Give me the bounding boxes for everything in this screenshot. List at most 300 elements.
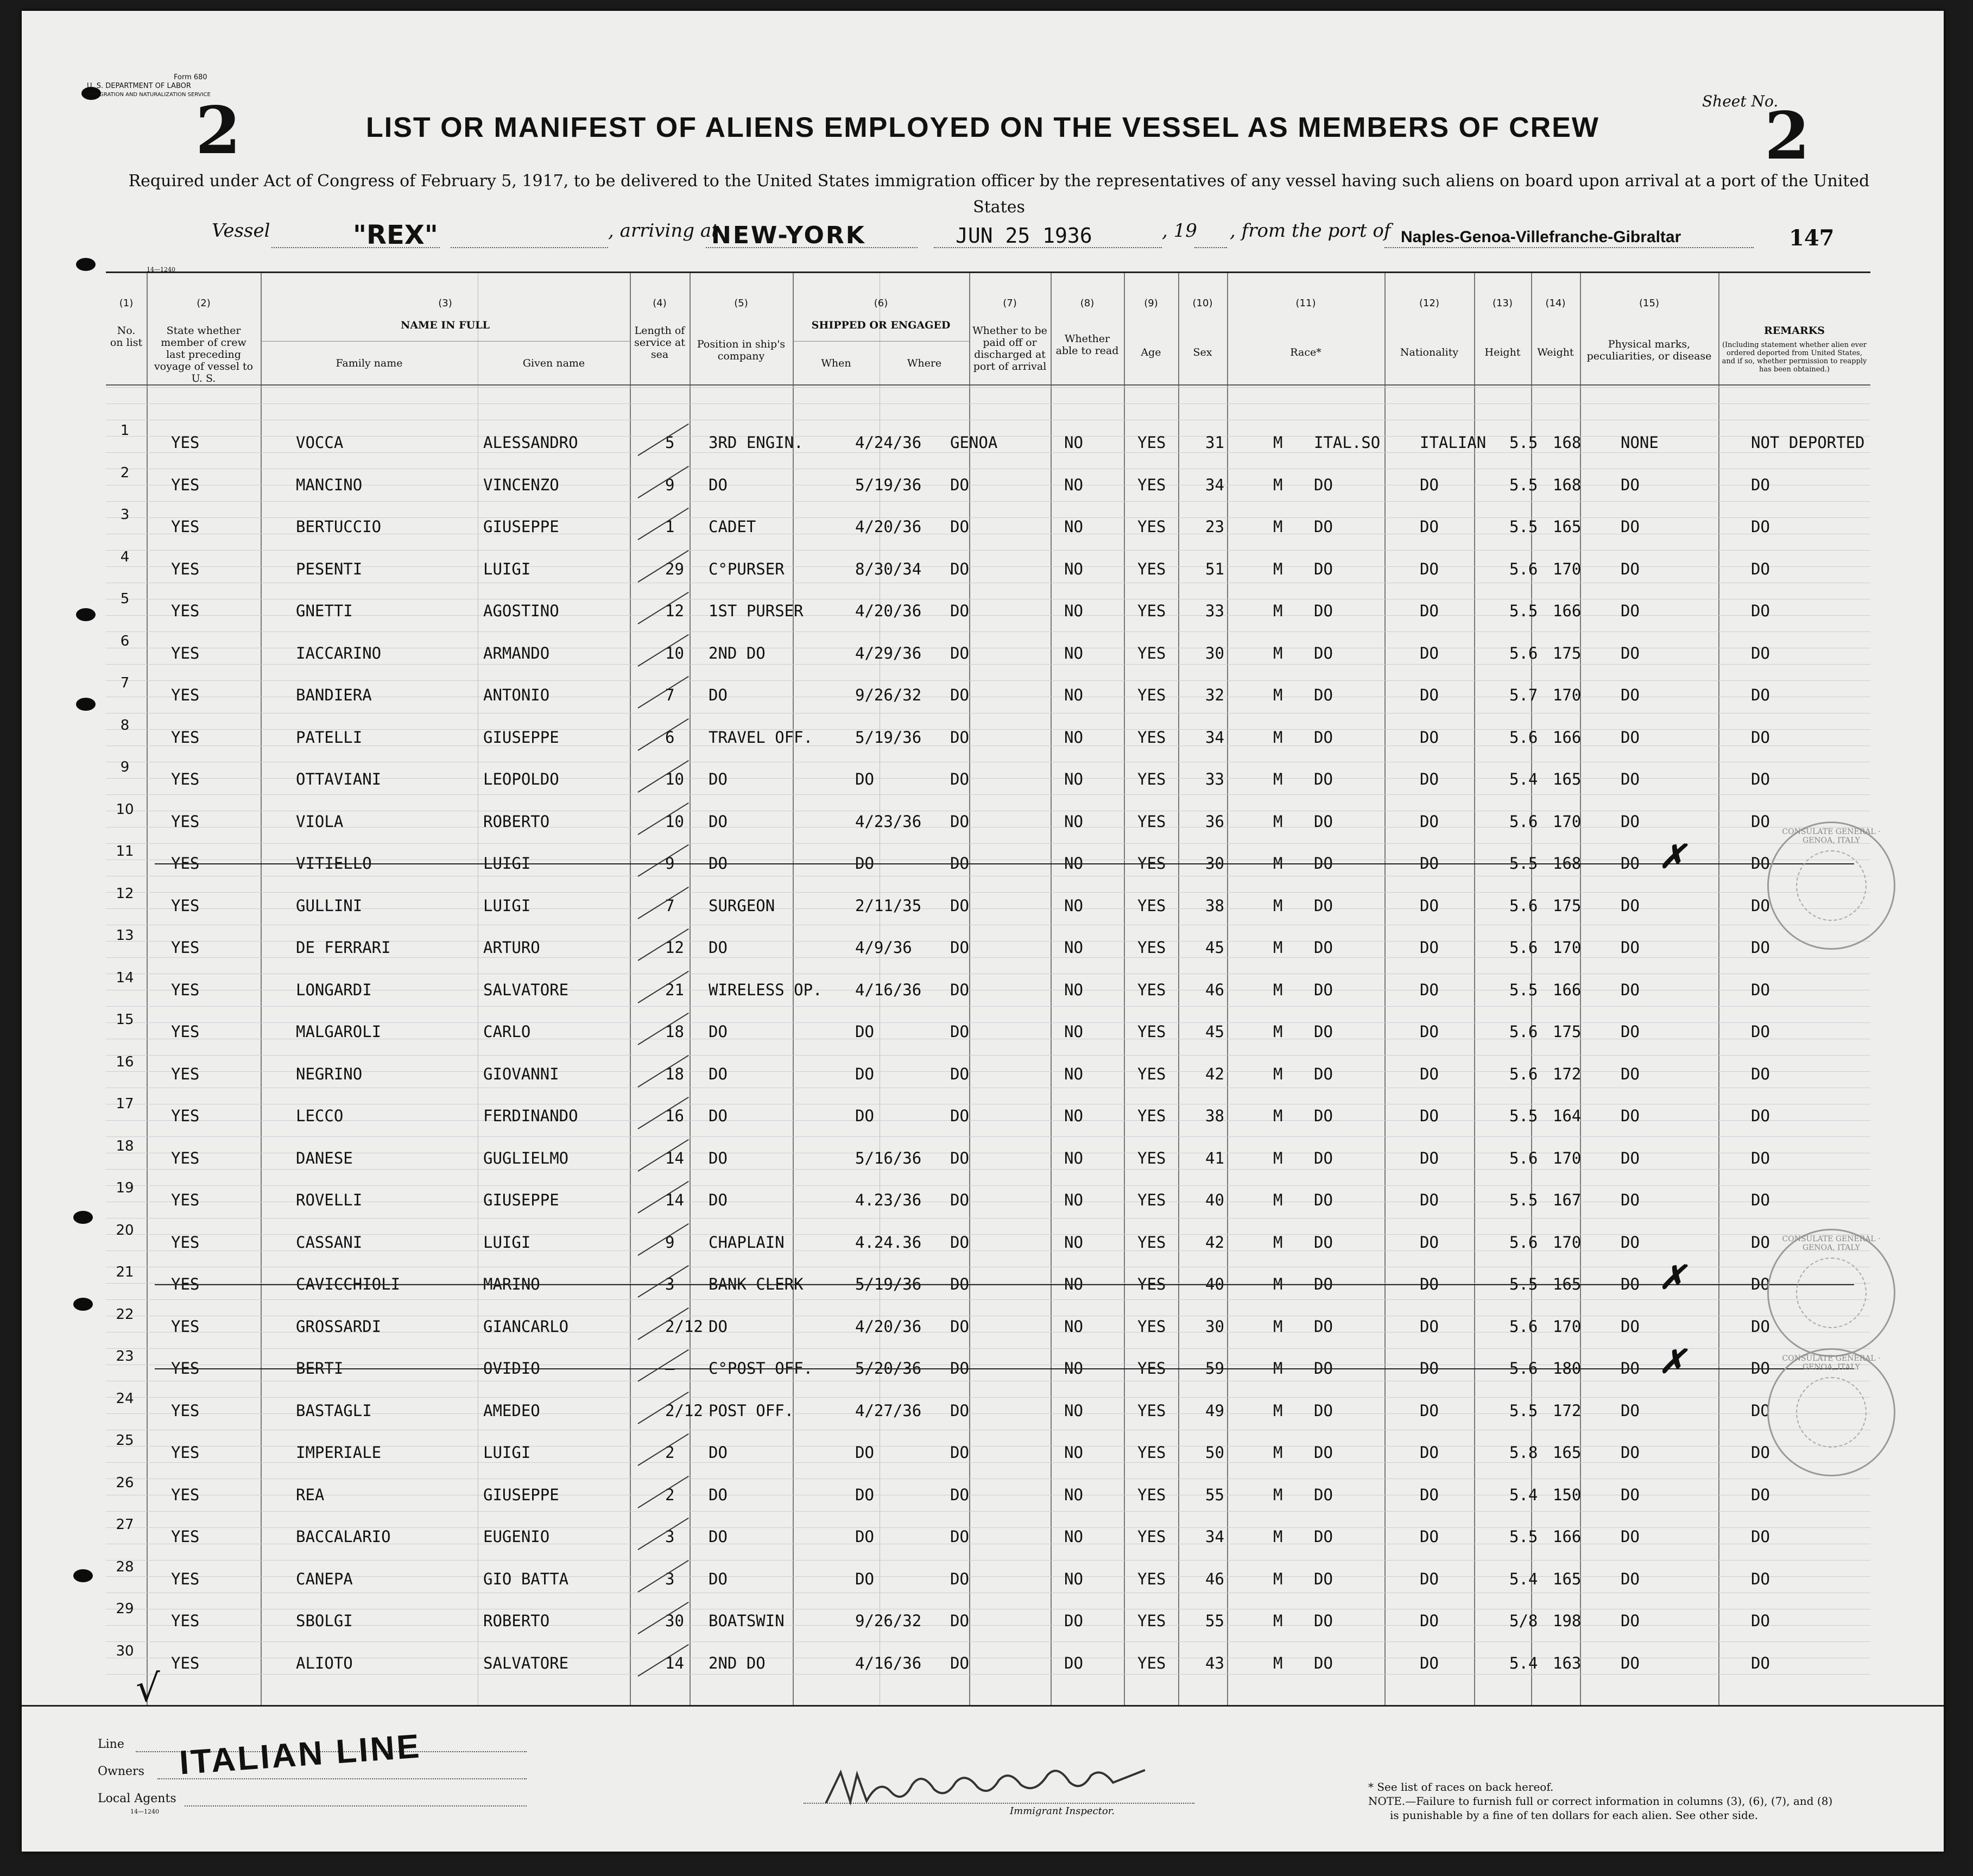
cell-height: 5.4: [1509, 770, 1538, 788]
cell-marks: DO: [1621, 1191, 1640, 1209]
row-number: 3: [120, 507, 130, 523]
cell-read: YES: [1137, 812, 1166, 831]
cell-race: DO: [1314, 1569, 1333, 1588]
from-port-label: , from the port of: [1230, 220, 1391, 242]
cell-nat: DO: [1420, 1401, 1439, 1420]
cell-nat: DO: [1420, 1022, 1439, 1041]
cell-read: YES: [1137, 1107, 1166, 1125]
cell-marks: DO: [1621, 1148, 1640, 1167]
cell-prev: YES: [171, 1527, 200, 1546]
cell-when: 4/20/36: [855, 517, 922, 536]
cell-sex: M: [1273, 896, 1283, 915]
cell-family: VITIELLO: [296, 854, 372, 873]
cell-family: BACCALARIO: [296, 1527, 391, 1546]
cell-remarks: DO: [1751, 812, 1770, 831]
consulate-stamp: [1767, 1348, 1895, 1476]
cell-race: DO: [1314, 896, 1333, 915]
cell-sex: M: [1273, 1275, 1283, 1293]
cell-marks: DO: [1621, 602, 1640, 620]
cell-marks: DO: [1621, 475, 1640, 494]
cell-when: 4/9/36: [855, 938, 912, 957]
cell-age: 38: [1205, 1107, 1224, 1125]
cell-prev: YES: [171, 1022, 200, 1041]
cell-prev: YES: [171, 854, 200, 873]
cell-sex: M: [1273, 1612, 1283, 1630]
cell-weight: 166: [1553, 602, 1582, 620]
cell-when: DO: [855, 1443, 874, 1462]
row-number: 2: [120, 464, 130, 481]
cell-weight: 164: [1553, 1107, 1582, 1125]
cell-marks: DO: [1621, 686, 1640, 704]
cell-service: 3: [665, 1275, 675, 1293]
cell-service: 2/12: [665, 1317, 703, 1336]
cell-read: YES: [1137, 1022, 1166, 1041]
cell-when: 4/23/36: [855, 812, 922, 831]
cell-age: 30: [1205, 854, 1224, 873]
line-label: Line: [98, 1738, 124, 1751]
cell-remarks: DO: [1751, 1485, 1770, 1504]
cell-where: DO: [950, 1401, 969, 1420]
cell-read: YES: [1137, 770, 1166, 788]
cell-read: YES: [1137, 1401, 1166, 1420]
cell-nat: DO: [1420, 1317, 1439, 1336]
cell-given: OVIDIO: [483, 1359, 540, 1378]
cell-remarks: DO: [1751, 1064, 1770, 1083]
cell-position: DO: [709, 1107, 728, 1125]
cell-height: 5.5: [1509, 1275, 1538, 1293]
column-number: (1): [119, 298, 134, 309]
cell-marks: DO: [1621, 770, 1640, 788]
cell-paid: DO: [1064, 1612, 1083, 1630]
cell-read: YES: [1137, 1653, 1166, 1672]
cell-service: 2: [665, 1443, 675, 1462]
page-title: LIST OR MANIFEST OF ALIENS EMPLOYED ON THE VESSEL AS MEMBERS OF CREW: [366, 112, 1599, 143]
cell-weight: 198: [1553, 1612, 1582, 1630]
cell-age: 46: [1205, 1569, 1224, 1588]
cell-prev: YES: [171, 1612, 200, 1630]
cell-weight: 150: [1553, 1485, 1582, 1504]
cancel-mark-icon: ✗: [1659, 1259, 1686, 1297]
cell-sex: M: [1273, 1064, 1283, 1083]
cell-remarks: DO: [1751, 728, 1770, 747]
row-number: 20: [116, 1222, 134, 1239]
cell-age: 38: [1205, 896, 1224, 915]
cell-weight: 166: [1553, 728, 1582, 747]
cell-race: DO: [1314, 1107, 1333, 1125]
cell-paid: NO: [1064, 770, 1083, 788]
cell-prev: YES: [171, 1401, 200, 1420]
cell-service: 1: [665, 517, 675, 536]
cell-given: LUIGI: [483, 896, 531, 915]
cell-when: 4/20/36: [855, 602, 922, 620]
cell-prev: YES: [171, 728, 200, 747]
local-agents-label: Local Agents: [98, 1792, 176, 1805]
cell-read: YES: [1137, 1527, 1166, 1546]
cell-height: 5.6: [1509, 1148, 1538, 1167]
cell-remarks: NOT DEPORTED: [1751, 433, 1865, 452]
eagle-seal-icon: [1796, 1258, 1867, 1328]
cell-nat: DO: [1420, 643, 1439, 662]
tick-mark: [637, 1349, 688, 1382]
cell-where: GENOA: [950, 433, 998, 452]
strike-through-line: [155, 1284, 1854, 1285]
cell-nat: DO: [1420, 602, 1439, 620]
form-number: Form 680: [174, 73, 207, 81]
cell-where: DO: [950, 1485, 969, 1504]
cell-weight: 175: [1553, 1022, 1582, 1041]
cell-paid: NO: [1064, 1569, 1083, 1588]
cell-marks: DO: [1621, 1317, 1640, 1336]
cell-given: VINCENZO: [483, 475, 559, 494]
cell-service: 12: [665, 602, 684, 620]
cell-when: 9/26/32: [855, 1612, 922, 1630]
cell-sex: M: [1273, 517, 1283, 536]
cell-when: 8/30/34: [855, 559, 922, 578]
cell-sex: M: [1273, 938, 1283, 957]
cell-nat: DO: [1420, 1612, 1439, 1630]
column-header: Whether to be paid off or discharged at port of arrival: [972, 325, 1047, 372]
cell-age: 33: [1205, 770, 1224, 788]
cell-when: 4/20/36: [855, 1317, 922, 1336]
cell-position: DO: [709, 1022, 728, 1041]
cell-given: GUGLIELMO: [483, 1148, 569, 1167]
cell-weight: 170: [1553, 1148, 1582, 1167]
cell-sex: M: [1273, 1359, 1283, 1378]
cell-nat: DO: [1420, 1569, 1439, 1588]
row-number: 25: [116, 1432, 134, 1449]
cell-race: DO: [1314, 1064, 1333, 1083]
cell-nat: DO: [1420, 559, 1439, 578]
cell-position: DO: [709, 938, 728, 957]
cell-service: 14: [665, 1148, 684, 1167]
cell-paid: NO: [1064, 1275, 1083, 1293]
cell-position: CHAPLAIN: [709, 1233, 785, 1252]
cancel-mark-icon: ✗: [1659, 838, 1686, 876]
cell-marks: DO: [1621, 1653, 1640, 1672]
cell-remarks: DO: [1751, 1107, 1770, 1125]
cell-given: LUIGI: [483, 1233, 531, 1252]
cell-paid: NO: [1064, 643, 1083, 662]
remarks-note: (Including statement whether alien ever ordered deported from United States, and if so, whether permission to reapply has been obtained.): [1722, 341, 1867, 374]
cell-remarks: DO: [1751, 1148, 1770, 1167]
cell-where: DO: [950, 938, 969, 957]
cell-prev: YES: [171, 812, 200, 831]
cell-race: DO: [1314, 475, 1333, 494]
cell-family: BANDIERA: [296, 686, 372, 704]
column-header: Physical marks, peculiarities, or disease: [1586, 338, 1712, 362]
cell-position: DO: [709, 854, 728, 873]
cell-sex: M: [1273, 1527, 1283, 1546]
row-number: 18: [116, 1138, 134, 1154]
cell-paid: NO: [1064, 980, 1083, 999]
cell-read: YES: [1137, 643, 1166, 662]
cell-given: ARMANDO: [483, 643, 550, 662]
row-number: 22: [116, 1306, 134, 1323]
row-number: 24: [116, 1390, 134, 1407]
cell-family: PATELLI: [296, 728, 363, 747]
manifest-sheet: [22, 11, 1944, 1852]
cell-remarks: DO: [1751, 475, 1770, 494]
cell-weight: 165: [1553, 770, 1582, 788]
cell-service: 9: [665, 1233, 675, 1252]
cell-race: DO: [1314, 517, 1333, 536]
cell-where: DO: [950, 602, 969, 620]
cell-marks: DO: [1621, 1485, 1640, 1504]
column-number: (2): [197, 298, 211, 309]
arrival-port: NEW-YORK: [711, 222, 866, 249]
cell-service: –: [665, 1359, 675, 1378]
cell-nat: DO: [1420, 1443, 1439, 1462]
cell-height: 5.6: [1509, 896, 1538, 915]
cell-service: 10: [665, 643, 684, 662]
column-header: Weight: [1537, 346, 1574, 358]
cell-race: DO: [1314, 643, 1333, 662]
cell-height: 5.6: [1509, 812, 1538, 831]
cell-when: 5/20/36: [855, 1359, 922, 1378]
cell-read: YES: [1137, 1064, 1166, 1083]
row-number: 27: [116, 1517, 134, 1533]
cell-nat: DO: [1420, 896, 1439, 915]
cell-race: DO: [1314, 1359, 1333, 1378]
vessel-name: "REX": [353, 220, 438, 250]
cell-race: DO: [1314, 1401, 1333, 1420]
cell-age: 55: [1205, 1612, 1224, 1630]
cell-paid: NO: [1064, 854, 1083, 873]
cell-prev: YES: [171, 1443, 200, 1462]
cell-given: LUIGI: [483, 1443, 531, 1462]
column-number: (15): [1639, 298, 1659, 309]
cell-weight: 172: [1553, 1064, 1582, 1083]
cell-read: YES: [1137, 1485, 1166, 1504]
cell-read: YES: [1137, 686, 1166, 704]
sheet-number-right: 2: [1765, 98, 1810, 174]
cell-prev: YES: [171, 1359, 200, 1378]
cell-position: POST OFF.: [709, 1401, 794, 1420]
cell-weight: 172: [1553, 1401, 1582, 1420]
cell-position: BOATSWIN: [709, 1612, 785, 1630]
cell-prev: YES: [171, 1148, 200, 1167]
cell-position: DO: [709, 1317, 728, 1336]
cell-sex: M: [1273, 728, 1283, 747]
cell-height: 5.6: [1509, 643, 1538, 662]
cell-when: 5/19/36: [855, 1275, 922, 1293]
cell-height: 5.7: [1509, 686, 1538, 704]
cell-remarks: DO: [1751, 686, 1770, 704]
column-number: (14): [1545, 298, 1566, 309]
cell-race: DO: [1314, 1022, 1333, 1041]
cell-position: DO: [709, 1443, 728, 1462]
cell-weight: 168: [1553, 475, 1582, 494]
year-label: , 19: [1162, 220, 1197, 242]
cell-paid: NO: [1064, 1401, 1083, 1420]
cell-race: DO: [1314, 1443, 1333, 1462]
cell-height: 5.5: [1509, 854, 1538, 873]
cell-race: DO: [1314, 1191, 1333, 1209]
cell-prev: YES: [171, 433, 200, 452]
column-number: (6): [874, 298, 888, 309]
cell-read: YES: [1137, 517, 1166, 536]
row-number: 30: [116, 1643, 134, 1659]
cell-marks: DO: [1621, 1064, 1640, 1083]
cell-race: DO: [1314, 1527, 1333, 1546]
cell-paid: NO: [1064, 1527, 1083, 1546]
cell-when: 4/27/36: [855, 1401, 922, 1420]
tick-mark: [637, 465, 688, 498]
cell-sex: M: [1273, 1191, 1283, 1209]
row-number: 11: [116, 843, 134, 860]
cell-age: 59: [1205, 1359, 1224, 1378]
column-header: Height: [1484, 346, 1521, 358]
cell-when: DO: [855, 1107, 874, 1125]
cell-where: DO: [950, 1107, 969, 1125]
column-number: (13): [1493, 298, 1513, 309]
cell-weight: 167: [1553, 1191, 1582, 1209]
cell-sex: M: [1273, 475, 1283, 494]
cell-weight: 166: [1553, 980, 1582, 999]
cell-marks: DO: [1621, 1233, 1640, 1252]
cell-where: DO: [950, 770, 969, 788]
cell-read: YES: [1137, 728, 1166, 747]
cell-position: DO: [709, 1148, 728, 1167]
cell-where: DO: [950, 1022, 969, 1041]
cell-age: 45: [1205, 1022, 1224, 1041]
cell-nat: DO: [1420, 1653, 1439, 1672]
cell-given: GIANCARLO: [483, 1317, 569, 1336]
cell-paid: NO: [1064, 1107, 1083, 1125]
arriving-label: , arriving at: [608, 220, 719, 242]
cell-height: 5.5: [1509, 602, 1538, 620]
cell-nat: DO: [1420, 980, 1439, 999]
cell-age: 30: [1205, 1317, 1224, 1336]
cell-height: 5.5: [1509, 1107, 1538, 1125]
cell-read: YES: [1137, 559, 1166, 578]
cell-age: 34: [1205, 728, 1224, 747]
cell-family: BERTI: [296, 1359, 344, 1378]
cell-race: ITAL.SO: [1314, 433, 1381, 452]
cell-sex: M: [1273, 686, 1283, 704]
cell-family: LONGARDI: [296, 980, 372, 999]
cell-family: PESENTI: [296, 559, 363, 578]
cell-height: 5.4: [1509, 1653, 1538, 1672]
cell-marks: DO: [1621, 812, 1640, 831]
cell-where: DO: [950, 1064, 969, 1083]
cell-paid: NO: [1064, 1443, 1083, 1462]
cell-paid: NO: [1064, 1148, 1083, 1167]
row-number: 4: [120, 548, 130, 565]
cell-height: 5.6: [1509, 1022, 1538, 1041]
cell-marks: DO: [1621, 517, 1640, 536]
cancel-mark-icon: ✗: [1659, 1343, 1686, 1381]
cell-given: LEOPOLDO: [483, 770, 559, 788]
footnote-note: NOTE.—Failure to furnish full or correct information in columns (3), (6), (7), and (8): [1368, 1795, 1833, 1808]
cell-race: DO: [1314, 854, 1333, 873]
cell-age: 49: [1205, 1401, 1224, 1420]
cell-given: ANTONIO: [483, 686, 550, 704]
service-name: IMMIGRATION AND NATURALIZATION SERVICE: [87, 92, 211, 98]
cell-marks: DO: [1621, 559, 1640, 578]
cell-family: NEGRINO: [296, 1064, 363, 1083]
cell-read: YES: [1137, 1233, 1166, 1252]
cell-height: 5.4: [1509, 1569, 1538, 1588]
cell-prev: YES: [171, 980, 200, 999]
cell-position: DO: [709, 1485, 728, 1504]
cell-nat: DO: [1420, 938, 1439, 957]
row-number: 1: [120, 422, 130, 439]
cell-position: CADET: [709, 517, 756, 536]
eagle-seal-icon: [1796, 850, 1867, 921]
cell-age: 41: [1205, 1148, 1224, 1167]
row-number: 23: [116, 1348, 134, 1365]
cell-nat: DO: [1420, 517, 1439, 536]
cell-service: 21: [665, 980, 684, 999]
cell-race: DO: [1314, 1148, 1333, 1167]
column-header: Whether able to read: [1055, 333, 1119, 357]
cell-given: SALVATORE: [483, 980, 569, 999]
cell-when: 4/29/36: [855, 643, 922, 662]
cell-race: DO: [1314, 938, 1333, 957]
cell-service: 3: [665, 1527, 675, 1546]
cell-when: 5/19/36: [855, 475, 922, 494]
cell-read: YES: [1137, 1275, 1166, 1293]
cell-family: SBOLGI: [296, 1612, 353, 1630]
cell-position: DO: [709, 812, 728, 831]
cell-nat: DO: [1420, 854, 1439, 873]
cell-sex: M: [1273, 1569, 1283, 1588]
cell-when: DO: [855, 1485, 874, 1504]
cell-where: DO: [950, 1317, 969, 1336]
departure-ports: Naples-Genoa-Villefranche-Gibraltar: [1401, 228, 1681, 246]
cell-where: DO: [950, 1612, 969, 1630]
cell-prev: YES: [171, 1569, 200, 1588]
cell-age: 51: [1205, 559, 1224, 578]
cell-read: YES: [1137, 602, 1166, 620]
cell-service: 9: [665, 475, 675, 494]
cell-sex: M: [1273, 1022, 1283, 1041]
cell-prev: YES: [171, 1275, 200, 1293]
cell-read: YES: [1137, 1612, 1166, 1630]
cell-where: DO: [950, 1275, 969, 1293]
cell-position: DO: [709, 1064, 728, 1083]
cell-sex: M: [1273, 1401, 1283, 1420]
cell-height: 5.6: [1509, 938, 1538, 957]
cell-position: DO: [709, 1191, 728, 1209]
row-number: 14: [116, 969, 134, 986]
cell-remarks: DO: [1751, 1191, 1770, 1209]
cell-given: LUIGI: [483, 559, 531, 578]
cell-age: 55: [1205, 1485, 1224, 1504]
cell-read: YES: [1137, 1443, 1166, 1462]
line-stamp: ITALIAN LINE: [178, 1727, 423, 1782]
cell-given: CARLO: [483, 1022, 531, 1041]
cell-height: 5.5: [1509, 433, 1538, 452]
cell-paid: NO: [1064, 1317, 1083, 1336]
cell-family: BERTUCCIO: [296, 517, 382, 536]
cell-race: DO: [1314, 559, 1333, 578]
cell-paid: NO: [1064, 1233, 1083, 1252]
eagle-seal-icon: [1796, 1377, 1867, 1448]
row-number: 12: [116, 885, 134, 902]
cell-position: 3RD ENGIN.: [709, 433, 804, 452]
cell-sex: M: [1273, 770, 1283, 788]
cell-position: 1ST PURSER: [709, 602, 804, 620]
cell-sex: M: [1273, 812, 1283, 831]
cell-age: 36: [1205, 812, 1224, 831]
cell-paid: NO: [1064, 1022, 1083, 1041]
cell-family: MALGAROLI: [296, 1022, 382, 1041]
cell-height: 5.5: [1509, 1527, 1538, 1546]
column-number: (12): [1419, 298, 1439, 309]
row-number: 28: [116, 1558, 134, 1575]
